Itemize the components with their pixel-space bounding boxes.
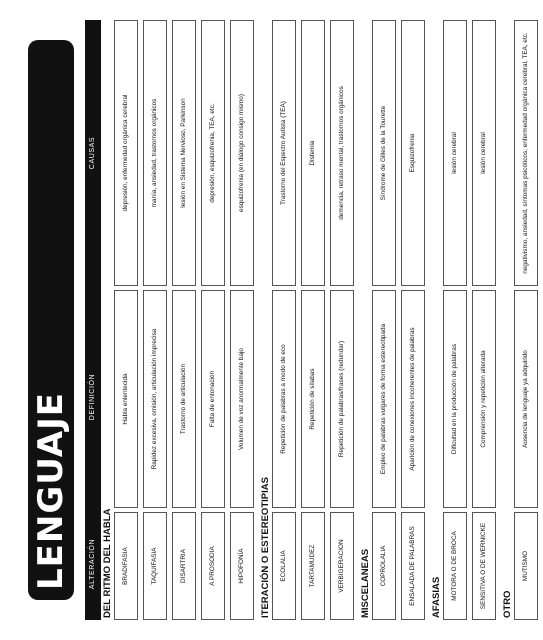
cell-causas: demencia, retraso mental, trastornos orgánicos — [330, 20, 354, 286]
page-title: LENGUAJE — [28, 40, 74, 600]
cell-definicion: Dificultad en la producción de palabras — [443, 290, 467, 508]
cell-definicion: Repetición de palabras/frases (redundar) — [330, 290, 354, 508]
cell-causas: depresión, esquizofrenia, TEA, etc. — [201, 20, 225, 286]
cell-alteracion: TAQUIFASIA — [143, 512, 167, 620]
table-row — [472, 20, 496, 620]
table-row — [514, 20, 538, 620]
cell-alteracion: BRADIFASIA — [114, 512, 138, 620]
section-title: ITERACIÓN O ESTEREOTIPIAS — [260, 477, 271, 618]
table-row — [114, 20, 138, 620]
cell-causas: negativismo, ansiedad, síntomas psicóticos, enfermedad orgánica cerebral, TEA, etc. — [514, 20, 538, 286]
cell-alteracion: COPROLALIA — [372, 512, 396, 620]
cell-causas: lesión cerebral — [472, 20, 496, 286]
table-row — [330, 20, 354, 620]
cell-causas: lesión cerebral — [443, 20, 467, 286]
cell-causas: esquizofrenia (en diálogo consigo mismo) — [230, 20, 254, 286]
table-row — [443, 20, 467, 620]
table-row — [143, 20, 167, 620]
cell-alteracion: SENSITIVA O DE WERNICKE — [472, 512, 496, 620]
cell-causas: Disfemia — [301, 20, 325, 286]
cell-alteracion: MUTISMO — [514, 512, 538, 620]
cell-causas: depresión, enfermedad orgánica cerebral — [114, 20, 138, 286]
cell-definicion: Empleo de palabras vulgares de forma estereotipada — [372, 290, 396, 508]
cell-alteracion: ECOLALIA — [272, 512, 296, 620]
table-row — [230, 20, 254, 620]
cell-definicion: Repetición de sílabas — [301, 290, 325, 508]
section-title: AFASIAS — [431, 576, 442, 618]
table-row — [372, 20, 396, 620]
cell-definicion: Ausencia de lenguaje ya adquirido — [514, 290, 538, 508]
cell-alteracion: MOTORA O DE BROCA — [443, 512, 467, 620]
cell-alteracion: HIPOFONÍA — [230, 512, 254, 620]
cell-definicion: Habla enlentecida — [114, 290, 138, 508]
table-row — [201, 20, 225, 620]
table-header — [85, 20, 101, 620]
cell-definicion: Rapidez excesiva, omisión, articulación imprecisa — [143, 290, 167, 508]
section-title: DEL RITMO DEL HABLA — [102, 508, 113, 618]
cell-causas: Esquizofrenia — [401, 20, 425, 286]
table-row — [301, 20, 325, 620]
cell-definicion: Repetición de palabras a modo de eco — [272, 290, 296, 508]
cell-alteracion: ENSALADA DE PALABRAS — [401, 512, 425, 620]
header-causas: CAUSAS — [89, 136, 96, 170]
cell-alteracion: A PROSODIA — [201, 512, 225, 620]
table-row — [272, 20, 296, 620]
cell-definicion: Aparición de conexiones incoherentes de palabras — [401, 290, 425, 508]
cell-definicion: Comprensión y repetición alterada — [472, 290, 496, 508]
cell-alteracion: DISARTRIA — [172, 512, 196, 620]
cell-causas: manía, ansiedad, trastornos orgánicos — [143, 20, 167, 286]
section-title: OTRO — [502, 590, 513, 618]
cell-causas: lesión en Sistema Nervioso, Parkinson — [172, 20, 196, 286]
cell-definicion: Volumen de voz anormalmente bajo — [230, 290, 254, 508]
cell-definicion: Falta de entonación — [201, 290, 225, 508]
cell-alteracion: TARTAMUDEZ — [301, 512, 325, 620]
header-definicion: DEFINICIÓN — [89, 373, 96, 421]
cell-causas: Síndrome de Gilles de la Tourette — [372, 20, 396, 286]
cell-alteracion: VERBIGERACION — [330, 512, 354, 620]
table-row — [172, 20, 196, 620]
cell-causas: Trastorno del Espectro Autista (TEA) — [272, 20, 296, 286]
header-alteracion: ALTERACIÓN — [89, 538, 96, 590]
alterations-table — [85, 20, 543, 620]
section-title: MISCELANEAS — [360, 548, 371, 618]
cell-definicion: Trastorno de articulación — [172, 290, 196, 508]
table-row — [401, 20, 425, 620]
